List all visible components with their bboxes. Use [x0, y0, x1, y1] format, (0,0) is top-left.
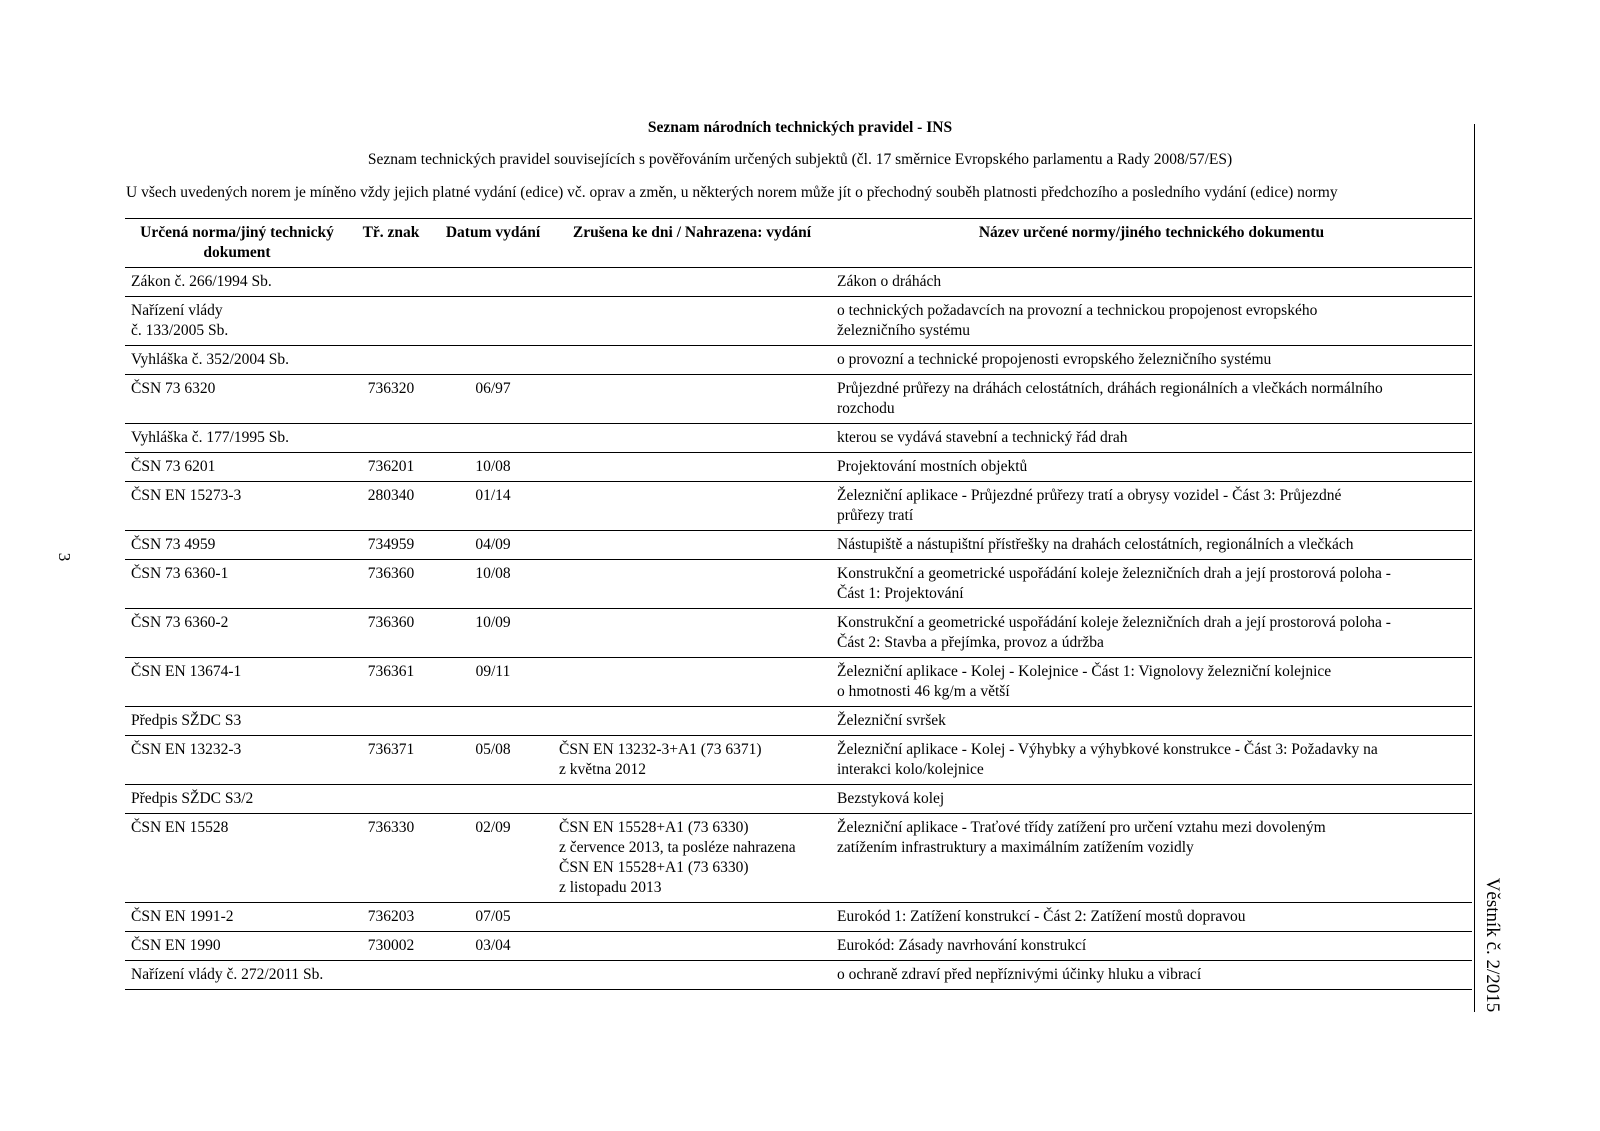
cell-replacement	[553, 424, 831, 453]
cell-date	[433, 785, 553, 814]
cell-name: Bezstyková kolej	[837, 790, 945, 807]
cell-date: 03/04	[475, 937, 511, 954]
cell-norm: Vyhláška č. 352/2004 Sb.	[131, 351, 290, 368]
table-row	[125, 707, 1472, 736]
document-note: U všech uvedených norem je míněno vždy jejich platné vydání (edice) vč. oprav a změn, u některých norem může jít o přechodný souběh platnosti předchozího a posledního vydání (edice) normy	[126, 184, 1338, 201]
cell-norm: Zákon č. 266/1994 Sb.	[131, 273, 272, 290]
header-norm: Určená norma/jiný technický dokument	[140, 224, 334, 261]
table-row	[125, 453, 1472, 482]
table-row	[125, 346, 1472, 375]
cell-norm: ČSN EN 1991-2	[131, 908, 234, 925]
cell-name: Eurokód 1: Zatížení konstrukcí - Část 2: Zatížení mostů dopravou	[837, 908, 1246, 925]
cell-class: 736330	[367, 819, 415, 836]
cell-norm: ČSN EN 1990	[131, 937, 221, 954]
cell-date	[433, 297, 553, 346]
cell-date: 10/09	[475, 614, 511, 631]
table-row	[125, 560, 1472, 609]
cell-class	[349, 707, 433, 736]
cell-replacement	[553, 658, 831, 707]
table-row	[125, 375, 1472, 424]
table-row	[125, 814, 1472, 903]
header-class: Tř. znak	[362, 224, 420, 241]
cell-replacement	[553, 903, 831, 932]
cell-norm: ČSN 73 6201	[131, 458, 216, 475]
cell-norm: Nařízení vlády č. 272/2011 Sb.	[131, 966, 324, 983]
cell-replacement	[553, 560, 831, 609]
table-row	[125, 609, 1472, 658]
cell-class: 280340	[367, 487, 415, 504]
cell-replacement: ČSN EN 13232-3+A1 (73 6371) z května 2012	[559, 741, 762, 778]
cell-date: 04/09	[475, 536, 511, 553]
cell-replacement: ČSN EN 15528+A1 (73 6330) z července 2013, ta posléze nahrazena ČSN EN 15528+A1 (73 6330) z listopadu 2013	[559, 819, 796, 896]
cell-class: 736361	[367, 663, 415, 680]
cell-class	[349, 346, 433, 375]
cell-name: Nástupiště a nástupištní přístřešky na drahách celostátních, regionálních a vlečkách	[837, 536, 1354, 553]
cell-norm: Předpis SŽDC S3/2	[131, 790, 254, 807]
cell-date: 05/08	[475, 741, 511, 758]
cell-date: 02/09	[475, 819, 511, 836]
cell-replacement	[553, 609, 831, 658]
header-replacement: Zrušena ke dni / Nahrazena: vydání	[572, 224, 812, 241]
cell-replacement	[553, 453, 831, 482]
table-row	[125, 482, 1472, 531]
cell-name: Železniční aplikace - Průjezdné průřezy tratí a obrysy vozidel - Část 3: Průjezdné průřezy tratí	[837, 487, 1342, 524]
cell-norm: Předpis SŽDC S3	[131, 712, 242, 729]
cell-norm: Nařízení vlády č. 133/2005 Sb.	[131, 302, 229, 339]
cell-name: Projektování mostních objektů	[837, 458, 1028, 475]
cell-name: Železniční aplikace - Kolej - Kolejnice - Část 1: Vignolovy železniční kolejnice o hmotnosti 46 kg/m a větší	[837, 663, 1332, 700]
cell-class: 730002	[367, 937, 415, 954]
cell-date	[433, 346, 553, 375]
cell-norm: ČSN EN 13232-3	[131, 741, 242, 758]
table-body	[125, 268, 1472, 990]
cell-norm: ČSN EN 15528	[131, 819, 229, 836]
table-row	[125, 297, 1472, 346]
cell-replacement	[553, 932, 831, 961]
cell-class	[349, 424, 433, 453]
table-row	[125, 531, 1472, 560]
cell-name: Konstrukční a geometrické uspořádání koleje železničních drah a její prostorová poloha - Část 2: Stavba a přejímka, provoz a údržba	[837, 614, 1391, 651]
document-title: Seznam národních technických pravidel - INS	[647, 119, 953, 136]
cell-date	[433, 268, 553, 297]
cell-replacement	[553, 346, 831, 375]
cell-date	[433, 707, 553, 736]
cell-name: Železniční aplikace - Traťové třídy zatížení pro určení vztahu mezi dovoleným zatížením infrastruktury a maximálním zatížením vozidly	[837, 819, 1326, 856]
cell-norm: ČSN 73 6360-1	[131, 565, 229, 582]
cell-replacement	[553, 297, 831, 346]
cell-date	[433, 424, 553, 453]
cell-date: 01/14	[475, 487, 511, 504]
cell-name: o technických požadavcích na provozní a technickou propojenost evropského železničního systému	[837, 302, 1318, 339]
cell-class: 736360	[367, 565, 415, 582]
cell-name: Konstrukční a geometrické uspořádání koleje železničních drah a její prostorová poloha - Část 1: Projektování	[837, 565, 1391, 602]
cell-norm: Vyhláška č. 177/1995 Sb.	[131, 429, 290, 446]
cell-name: Zákon o dráhách	[837, 273, 942, 290]
cell-replacement	[553, 961, 831, 990]
table-header-row	[125, 219, 1472, 268]
cell-replacement	[553, 531, 831, 560]
cell-date: 10/08	[475, 565, 511, 582]
cell-class: 734959	[367, 536, 415, 553]
cell-class	[349, 268, 433, 297]
cell-name: Průjezdné průřezy na dráhách celostátních, dráhách regionálních a vlečkách normálního rozchodu	[837, 380, 1383, 417]
table-row	[125, 961, 1472, 990]
cell-replacement	[553, 268, 831, 297]
header-name: Název určené normy/jiného technického dokumentu	[978, 224, 1325, 241]
cell-name: Železniční aplikace - Kolej - Výhybky a výhybkové konstrukce - Část 3: Požadavky na interakci kolo/kolejnice	[837, 741, 1378, 778]
cell-class: 736201	[367, 458, 415, 475]
cell-replacement	[553, 785, 831, 814]
cell-name: Eurokód: Zásady navrhování konstrukcí	[837, 937, 1087, 954]
cell-name: o provozní a technické propojenosti evropského železničního systému	[837, 351, 1272, 368]
norms-table	[125, 218, 1472, 990]
table-row	[125, 424, 1472, 453]
cell-replacement	[553, 375, 831, 424]
cell-name: kterou se vydává stavební a technický řád drah	[837, 429, 1128, 446]
cell-date: 10/08	[475, 458, 511, 475]
cell-class	[349, 785, 433, 814]
table-row	[125, 658, 1472, 707]
cell-date	[433, 961, 553, 990]
cell-class: 736360	[367, 614, 415, 631]
table-row	[125, 268, 1472, 297]
table-row	[125, 785, 1472, 814]
right-margin-rule	[1474, 124, 1475, 1012]
table-row	[125, 932, 1472, 961]
cell-class: 736203	[367, 908, 415, 925]
cell-date: 07/05	[475, 908, 511, 925]
document-subtitle: Seznam technických pravidel souvisejících s pověřováním určených subjektů (čl. 17 směrnice Evropského parlamentu a Rady 2008/57/ES)	[367, 151, 1233, 168]
cell-norm: ČSN 73 6320	[131, 380, 216, 397]
table-row	[125, 736, 1472, 785]
cell-class: 736320	[367, 380, 415, 397]
cell-date: 09/11	[475, 663, 511, 680]
cell-replacement	[553, 482, 831, 531]
cell-norm: ČSN EN 15273-3	[131, 487, 242, 504]
cell-norm: ČSN 73 4959	[131, 536, 216, 553]
table-row	[125, 903, 1472, 932]
cell-class: 736371	[367, 741, 415, 758]
cell-class	[349, 297, 433, 346]
cell-norm: ČSN 73 6360-2	[131, 614, 229, 631]
page-number: 3	[55, 552, 74, 562]
cell-class	[349, 961, 433, 990]
header-date: Datum vydání	[445, 224, 541, 241]
cell-replacement	[553, 707, 831, 736]
journal-label: Věstník č. 2/2015	[1482, 877, 1503, 1013]
cell-name: o ochraně zdraví před nepříznivými účinky hluku a vibrací	[837, 966, 1202, 983]
cell-date: 06/97	[475, 380, 511, 397]
cell-norm: ČSN EN 13674-1	[131, 663, 242, 680]
cell-name: Železniční svršek	[837, 712, 946, 729]
